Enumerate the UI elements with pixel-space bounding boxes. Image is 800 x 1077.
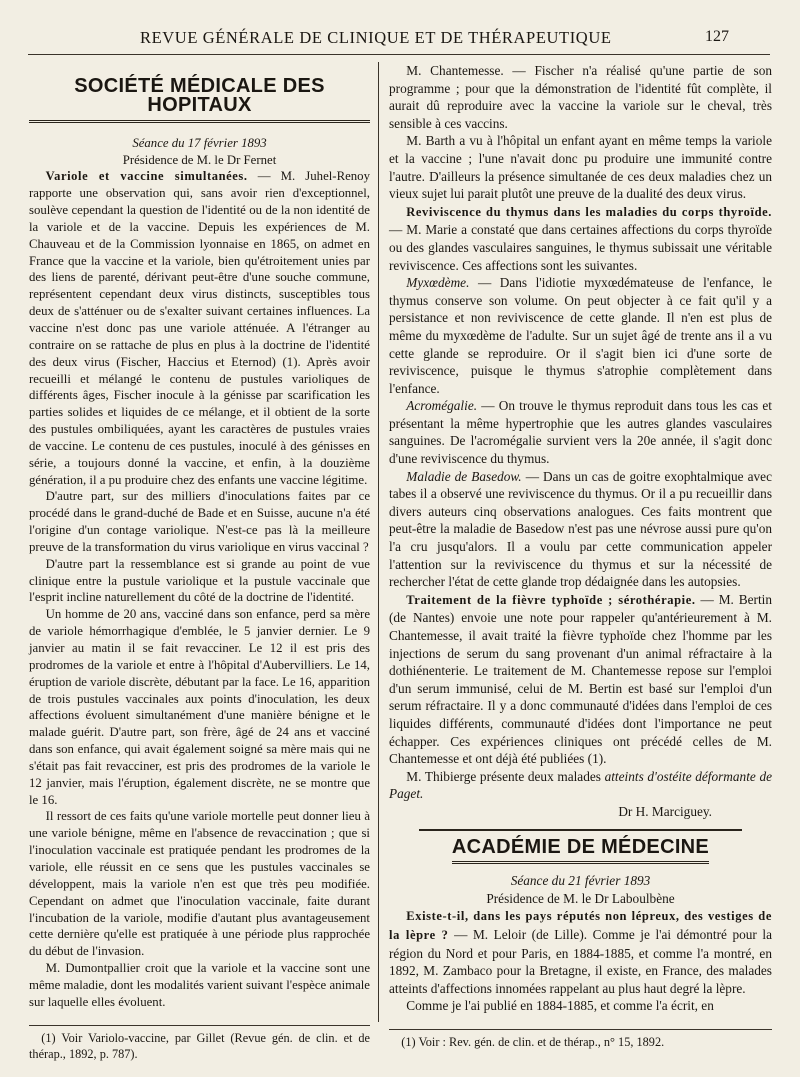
paragraph [389,397,772,467]
paragraph [389,768,772,803]
left-column [29,62,370,1062]
footnote-rule [389,1029,772,1030]
paragraph: M. Chantemesse. — Fischer n'a réalisé qu'une partie de son programme ; pour que la démonstration de l'identité fût complète, il aurait dû reproduire avec la vaccine la variole sur le cheval, très sensible à ces vaccins. [389,63,772,131]
section-title-wrap [389,835,772,865]
paragraph [389,274,772,397]
paragraph-text: — Dans l'idiotie myxœdémateuse de l'enfance, le thymus conserve son volume. On peut objecter à ce fait qu'il y a persistance et non reviviscence de cette glande. Il n'en est plus de même du myxœdème de l'adulte. Sur un sujet âgé de trente ans il a vu cette glande se reproduire. Or il s'agit bien ici d'une sorte de reviviscence, puisque le thymus s'atrophie complètement dans l'enfance. [389,275,772,396]
paragraph: M. Dumontpallier croit que la variole et la vaccine sont une même maladie, dont les modalités varient suivant l'espèce animale sur laquelle elles évoluent. [29,961,370,1009]
paragraph [389,203,772,274]
run-in-heading: Existe-t-il, dans les pays réputés non lépreux, des vestiges de la lèpre ? [389,909,772,942]
header-rule [28,54,770,55]
lead-term: Maladie de Basedow. [406,468,522,484]
paragraph [389,907,772,997]
signature: Dr H. Marciguey. [618,803,712,819]
section-title-box [29,75,370,123]
italic-text: atteints d'ostéite déformante de Paget. [389,768,772,802]
paragraph-text: — M. Juhel-Renoy rapporte une observation qui, sans avoir rien d'exceptionnel, soulève cependant la question de l'identité ou de la non identité de la variole et de la vaccine. Depuis les expériences de M. Chauveau et de la Commission lyonnaise en 1865, on admet en France que la vaccine et la variole, bien qu'étroitement unies par des liens de parenté, dérivant peut-être d'une souche commune, représentent cependant deux virus distincts, susceptibles tous deux de s'atténuer ou de s'exalter suivant certaines influences. La vaccine n'est donc pas une variole atténuée. A l'étranger au contraire on se rattache de plus en plus à la doctrine de l'identité des deux virus (Fischer, Haccius et Eternod) (1). Après avoir recueilli et mélangé le contenu de pustules varioliques de différents âges, Fischer inocule à la génisse par scarification les parties solides et liquides de ce mélange, et il obtient de la sorte des pustules ombiliquées, ayant les caractères de pustules vraies de vaccine. Le contenu de ces pustules, inoculé à des génisses en série, a toujours donné la vaccine, et enfin, à la douzième génération, il a pu produire chez des enfants une vaccine légitime. [29,169,370,487]
paragraph: Un homme de 20 ans, vacciné dans son enfance, perd sa mère de variole hémorrhagique d'emblée, le 5 janvier dernier. Le 9 janvier au matin il se fait revacciner. Le 12 il est pris des prodromes de la variole et entre à l'hôpital d'Aubervilliers. Le 14, éruption de variole discrète, débutant par la face. Le 16, apparition de trois pustules vaccinales aux points d'inoculation, les deux affections évoluent simultanément d'une manière bénigne et le malade guérit. D'autre part, son frère, âgé de 24 ans et vacciné dans son enfance, qui avait également soigné sa mère mais qui ne s'était pas fait revacciner, est pris des prodromes de la variole le 12 janvier, mais l'éruption, également discrète, ne se montre que le 16. [29,607,370,807]
footnote-rule [29,1025,370,1026]
paragraph-text: — M. Bertin (de Nantes) envoie une note pour rappeler qu'antérieurement à M. Chantemesse, il avait traité la fièvre typhoïde chez l'homme par les injections de serum du sang provenant d'un animal réfractaire à la dothiénenterie. Le traitement de M. Chantemesse repose sur l'emploi d'un serum immunisé, celui de M. Bertin est basé sur l'emploi d'un serum réfractaire. Il y a donc communauté d'idées dans l'emploi de ces liquides différents, communauté d'idées dont l'importance ne peut échapper. Ces expériences cliniques ont précédé celles de M. Chantemesse et ont déjà été publiées (1). [389,591,773,767]
page-header [0,22,800,52]
section-title-box [451,835,710,865]
paragraph: Il ressort de ces faits qu'une variole mortelle peut donner lieu à une variole bénigne, même en l'absence de revaccination ; que si l'inoculation vaccinale est pratiquée pendant les prodromes de la variole, elle réussit en ce sens que les pustules vaccinales se développent, mais la variole n'en est que très peu modifiée. Cependant on admet que l'inoculation vaccinale, faite durant l'incubation de la variole, modifie d'autant plus avantageusement cette dernière qu'elle est pratiquée à une période plus rapprochée du début de l'invasion. [29,809,370,959]
lead-term: Acromégalie. [406,398,478,414]
running-title: REVUE GÉNÉRALE DE CLINIQUE ET DE THÉRAPEUTIQUE [140,28,612,47]
paragraph [389,468,772,591]
right-column [389,62,772,1050]
paragraph: M. Barth a vu à l'hôpital un enfant ayant en même temps la variole et la vaccine ; l'une n'avait donc pu produire une immunité contre l'autre. D'ailleurs la présence simultanée de ces deux maladies chez un vieux sujet lui parait plutôt une preuve de la dualité des deux virus. [389,133,772,202]
paragraph-text: M. Thibierge présente deux malades [406,768,605,784]
section-title: ACADÉMIE DE MÉDECINE [451,835,710,858]
section-title-wrap [29,75,370,123]
run-in-heading: Reviviscence du thymus dans les maladies du corps thyroïde. [406,204,772,219]
section-title: SOCIÉTÉ MÉDICALE DES HOPITAUX [74,75,325,116]
footnote: (1) Voir Variolo-vaccine, par Gillet (Revue gén. de clin. et de thérap., 1892, p. 787). [29,1030,370,1061]
paragraph: D'autre part, sur des milliers d'inoculations faites par ce procédé dans le grand-duché de Bade et en Suisse, aucune n'a été l'origine d'un contage variolique. N'est-ce pas là la meilleure preuve de la transformation du virus variolique en virus vaccinal ? [29,489,370,554]
page-number: 127 [705,28,729,45]
presidency: Présidence de M. le Dr Fernet [122,152,277,167]
paragraph: D'autre part la ressemblance est si grande au point de vue clinique entre la pustule variolique et la pustule vaccinale que l'esprit incline naturellement du côté de la doctrine de l'identité. [29,556,370,605]
session-date: Séance du 17 février 1893 [132,135,267,150]
lead-term: Myxœdème. [406,275,470,291]
paragraph-text: — On trouve le thymus reproduit dans tous les cas et présentant la même hypertrophie que les autres glandes vasculaires sanguines. De l'acromégalie survient vers la 20e année, il s'agit donc d'une reviviscence du thymus. [389,398,772,467]
paragraph-text: — M. Marie a constaté que dans certaines affections du corps thyroïde ou des glandes vasculaires sanguines, le thymus subissait une véritable reviviscence. Ces affections sont les suivantes. [389,222,772,273]
paragraph [29,168,370,488]
session-date: Séance du 21 février 1893 [510,873,651,889]
run-in-heading: Variole et vaccine simultanées. [45,169,248,184]
paragraph: Comme je l'ai publié en 1884-1885, et comme l'a écrit, en [406,998,714,1014]
column-divider [378,62,379,1022]
presidency: Présidence de M. le Dr Laboulbène [486,890,675,906]
paragraph-text: — Dans un cas de goitre exophtalmique avec tabes il a observé une reviviscence du thymus. Or il a pu recueillir dans divers auteurs cinq observations analogues. Ces faits montrent que peut-être la maladie de Basedow n'est pas une névrose aussi pure qu'on l'a cru jusqu'alors. Il a voulu par cette communication appeler l'attention sur la reviviscence du thymus et sur la nécessité de rechercher l'état de cette glande trop dédaignée dans les autopsies. [389,468,772,590]
section-rule [419,829,742,831]
run-in-heading: Traitement de la fièvre typhoïde ; sérothérapie. [406,592,696,607]
footnote: (1) Voir : Rev. gén. de clin. et de thérap., n° 15, 1892. [401,1034,665,1049]
paragraph-text: — M. Leloir (de Lille). Comme je l'ai démontré pour la région du Nord et pour Paris, en 1884-1885, et comme l'a montré, en 1892, M. Zambaco pour la Bretagne, il existe, en France, des malades atteints d'affections innomées rappelant au plus haut degré la lèpre. [389,926,772,996]
paragraph [389,591,772,768]
